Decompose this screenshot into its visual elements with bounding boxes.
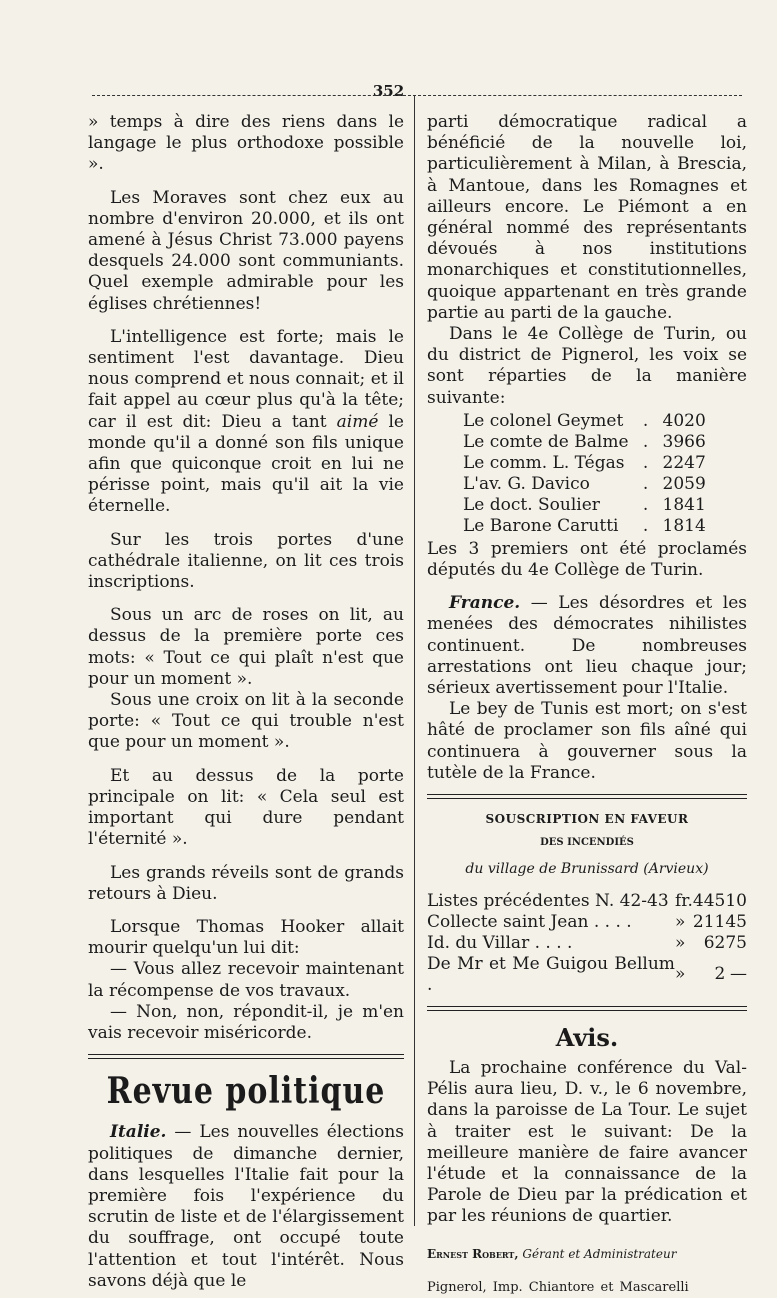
subscription-row [427,912,747,933]
paragraph: Sur les trois portes d'une cathédrale italienne, on lit ces trois inscriptions. [88,529,404,593]
paragraph: Sous un arc de roses on lit, au dessus de la première porte ces mots: « Tout ce qui plaît n'est que pour un moment ». [88,605,404,689]
subscription-subtitle: DES INCENDIÉS [540,837,634,849]
candidate-name: Le comte de Balme [463,431,629,452]
vote-row [463,516,706,537]
paragraph: » temps à dire des riens dans le langage le plus orthodoxe possible ». [88,112,404,175]
section-rule [427,794,747,799]
separator: . [642,410,649,431]
subscription-title: SOUSCRIPTION EN FAVEUR [485,812,689,827]
paragraph [88,1122,404,1292]
subscription-amount: 2 [714,964,726,985]
vote-count: 4020 [662,410,706,431]
subscription-unit: » [674,911,686,932]
manager-line [427,1244,747,1265]
subscription-cents: 75 [725,932,747,953]
vote-count: 3966 [662,431,706,452]
paragraph: — Non, non, répondit-il, je m'en vais recevoir miséricorde. [88,1001,404,1043]
top-rule [92,95,742,96]
candidate-name: Le doct. Soulier [463,494,600,515]
topic-label: France. [449,593,521,614]
column-divider [414,96,415,1226]
separator: . [642,473,649,494]
text-run: L'intelligence est forte; mais le sentiment l'est davantage. Dieu nous comprend et nous connait; et il fait appel au cœur plus qu'à la tête; car il est dit: Dieu a tant [88,326,404,432]
text-run: — Les nouvelles élections politiques de dimanche dernier, dans lesquelles l'Italie fait pour la première fois l'expérience du scrutin de liste et de l'élargissement du souffrage, ont occupé toute l'attention et tout l'intérêt. Nous savons déjà que le [88,1122,404,1291]
paragraph [88,327,404,518]
subscription-amount: 445 [692,890,726,911]
subscription-label: Id. du Villar . . . . [427,932,573,953]
notice-heading: Avis. [555,1022,619,1052]
left-column [88,112,404,1292]
text-run: le monde qu'il a donné son fils unique afin que quiconque croit en lui ne périsse point, mais qu'il ait la vie éternelle. [88,411,404,517]
subscription-label: De Mr et Me Guigou Bellum . [427,953,675,995]
text-run: — Les désordres et les menées des démocrates nihilistes continuent. De nombreuses arrestations ont lieu chaque jour; sérieux avertissement pour l'Italie. [427,593,747,699]
paragraph: Les 3 premiers ont été proclamés députés du 4e Collège de Turin. [427,538,747,581]
paragraph: Et au dessus de la porte principale on lit: « Cela seul est important qui dure pendant l'éternité ». [88,765,404,850]
subscription-unit: » [674,964,686,985]
paragraph: Dans le 4e Collège de Turin, ou du district de Pignerol, les voix se sont réparties de la manière suivante: [427,324,747,408]
subscription-cents: 45 [725,911,747,932]
subscription-unit: » [674,932,686,953]
subscription-row [427,933,747,954]
section-heading: Revue politique [106,1070,386,1113]
printer-line: Pignerol, Imp. Chiantore et Mascarelli [427,1279,689,1295]
right-column [427,112,747,1298]
paragraph [427,593,747,699]
subscription-label: Listes précédentes N. 42-43 [427,890,669,911]
vote-row [463,474,706,495]
manager-role: Gérant et Administrateur [518,1246,677,1261]
paragraph: Sous une croix on lit à la seconde porte: « Tout ce qui trouble n'est que pour un moment ». [88,690,404,753]
section-rule [427,1006,747,1011]
separator: . [642,452,649,473]
subscription-cents: — [730,964,747,985]
emphasis: aimé [336,411,379,432]
candidate-name: Le comm. L. Tégas [463,452,625,473]
separator: . [642,431,649,452]
page-number: 352 [372,82,405,100]
candidate-name: Le Barone Carutti [463,515,619,536]
paragraph: Lorsque Thomas Hooker allait mourir quelqu'un lui dit: [88,916,404,959]
vote-row [463,411,706,432]
subscription-unit: fr. [674,890,693,911]
paragraph: — Vous allez recevoir maintenant la récompense de vos travaux. [88,959,404,1001]
vote-row [463,495,706,516]
subscription-cents: 10 [725,890,747,911]
section-rule [88,1054,404,1059]
subscription-place: du village de Brunissard (Arvieux) [465,861,709,878]
vote-count: 1841 [662,494,706,515]
separator: . [642,494,649,515]
subscription-row [427,891,747,912]
paragraph: parti démocratique radical a bénéficié de la nouvelle loi, particulièrement à Milan, à Brescia, à Mantoue, dans les Romagnes et ailleurs encore. Le Piémont a en général nommé des représentants dévoués à nos institutions monarchiques et constitutionnelles, quoique appartenant en très grande partie au parti de la gauche. [427,112,747,323]
paragraph: Les Moraves sont chez eux au nombre d'environ 20.000, et ils ont amené à Jésus Christ 73.000 payens desquels 24.000 sont communiants. Quel exemple admirable pour les églises chrétiennes! [88,187,404,314]
vote-count: 2247 [662,452,706,473]
subscription-amount: 62 [703,932,726,953]
vote-row [463,432,706,453]
paragraph: Le bey de Tunis est mort; on s'est hâté de proclamer son fils aîné qui continuera à gouverner sous la tutèle de la France. [427,699,747,783]
vote-count: 2059 [662,473,706,494]
manager-name: Ernest Robert, [427,1246,519,1261]
topic-label: Italie. [110,1122,167,1143]
paragraph: La prochaine conférence du Val-Pélis aura lieu, D. v., le 6 novembre, dans la paroisse de La Tour. Le sujet à traiter est le suivant: De la meilleure manière de faire avancer l'étude et la connaissance de la Parole de Dieu par la prédication et par les réunions de quartier. [427,1057,747,1227]
candidate-name: Le colonel Geymet [463,410,624,431]
votes-table [463,411,706,537]
candidate-name: L'av. G. Davico [463,473,590,494]
paragraph: Les grands réveils sont de grands retours à Dieu. [88,862,404,904]
vote-count: 1814 [662,515,706,536]
vote-row [463,453,706,474]
subscription-table [427,891,747,996]
separator: . [642,515,649,536]
subscription-amount: 211 [692,911,726,932]
subscription-row [427,954,747,996]
subscription-label: Collecte saint Jean . . . . [427,911,632,932]
